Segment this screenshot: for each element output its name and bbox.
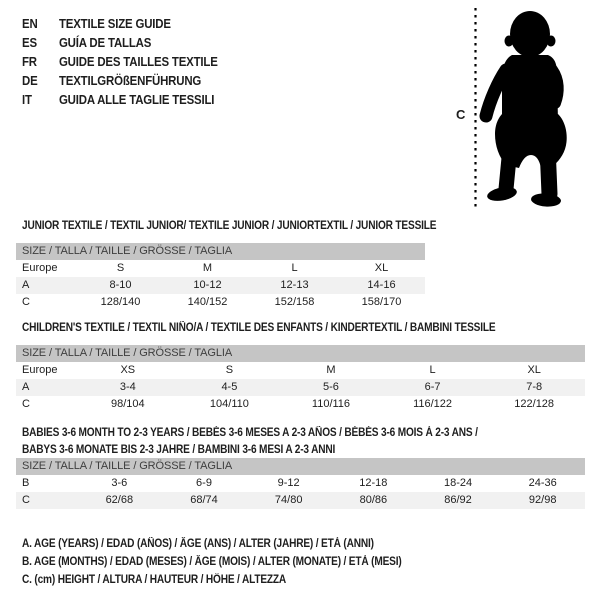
table-cell: S	[116, 262, 125, 274]
table-cell: 3-4	[119, 381, 136, 393]
table-cell: 122/128	[514, 398, 555, 410]
table-cell: 140/152	[187, 296, 228, 308]
table-row	[16, 294, 425, 311]
size-header-bar: SIZE / TALLA / TAILLE / GRÖSSE / TAGLIA	[16, 243, 425, 260]
lang-row-fr	[22, 52, 218, 71]
footnotes-block	[22, 535, 453, 589]
babies-table-title	[22, 425, 478, 459]
babies-table-title-line1: BABIES 3-6 MONTH TO 2-3 YEARS / BEBÉS 3-6 MESES A 2-3 AÑOS / BÉBÉS 3-6 MOIS À 2-3 ANS /	[22, 427, 478, 439]
lang-code: ES	[22, 35, 37, 50]
footnote-c: C. (cm) HEIGHT / ALTURA / HAUTEUR / HÖHE / ALTEZZA	[22, 574, 287, 586]
size-header-bar: SIZE / TALLA / TAILLE / GRÖSSE / TAGLIA	[16, 458, 585, 475]
lang-row-de	[22, 71, 218, 90]
table-cell: 14-16	[367, 279, 396, 291]
table-cell: 92/98	[528, 494, 557, 506]
table-cell: 5-6	[323, 381, 339, 393]
row-label: A	[22, 381, 30, 393]
table-cell: M	[202, 262, 213, 274]
lang-label: GUIDE DES TAILLES TEXTILE	[58, 54, 218, 69]
row-label: A	[22, 279, 30, 291]
table-cell: 98/104	[110, 398, 145, 410]
table-cell: 4-5	[221, 381, 238, 393]
junior-table-title: JUNIOR TEXTILE / TEXTIL JUNIOR/ TEXTILE JUNIOR / JUNIORTEXTIL / JUNIOR TESSILE	[22, 220, 437, 232]
lang-code: IT	[22, 92, 32, 107]
lang-row-es	[22, 33, 218, 52]
table-cell: 86/92	[444, 494, 472, 506]
lang-label: TEXTILGRÖßENFÜHRUNG	[58, 73, 202, 88]
table-cell: 24-36	[528, 477, 557, 489]
figure-height-label: C	[456, 107, 466, 122]
footnote-b: B. AGE (MONTHS) / EDAD (MESES) / ÂGE (MOIS) / ALTER (MONATE) / ETÀ (MESI)	[22, 556, 402, 568]
table-cell: 104/110	[209, 398, 249, 410]
babies-table-title-line2: BABYS 3-6 MONATE BIS 2-3 JAHRE / BAMBINI 3-6 MESI A 2-3 ANNI	[22, 444, 336, 456]
table-cell: S	[225, 364, 234, 376]
table-cell: 6-9	[196, 477, 212, 489]
row-label: B	[22, 477, 30, 489]
row-label: C	[22, 398, 30, 410]
table-row	[16, 396, 585, 413]
babies-size-table	[16, 458, 585, 509]
table-row	[16, 379, 585, 396]
size-header-bar: SIZE / TALLA / TAILLE / GRÖSSE / TAGLIA	[16, 345, 585, 362]
table-cell: 74/80	[274, 494, 303, 506]
row-label: C	[22, 494, 30, 506]
row-label: Europe	[22, 364, 58, 376]
table-cell: 152/158	[274, 296, 315, 308]
footnote-a: A. AGE (YEARS) / EDAD (AÑOS) / ÂGE (ANS) / ALTER (JAHRE) / ETÀ (ANNI)	[22, 538, 374, 550]
table-cell: 8-10	[109, 279, 132, 291]
row-label: Europe	[22, 262, 58, 274]
lang-row-en	[22, 14, 218, 33]
table-cell: XL	[374, 262, 389, 274]
language-title-block	[22, 14, 244, 109]
table-row	[16, 475, 585, 492]
lang-row-it	[22, 90, 218, 109]
lang-label: TEXTILE SIZE GUIDE	[58, 16, 171, 31]
table-cell: 18-24	[443, 477, 473, 489]
table-cell: 80/86	[359, 494, 388, 506]
table-row	[16, 260, 425, 277]
table-row	[16, 362, 585, 379]
table-row	[16, 492, 585, 509]
row-label: C	[22, 296, 30, 308]
lang-code: FR	[22, 54, 37, 69]
lang-code: EN	[22, 16, 38, 31]
lang-code: DE	[22, 73, 38, 88]
lang-label: GUÍA DE TALLAS	[58, 35, 152, 50]
junior-size-table	[16, 243, 425, 311]
table-cell: 9-12	[277, 477, 300, 489]
table-cell: 12-18	[359, 477, 388, 489]
table-cell: 110/116	[311, 398, 351, 410]
table-cell: L	[291, 262, 298, 274]
table-cell: XL	[527, 364, 541, 376]
table-cell: L	[429, 364, 436, 376]
table-row	[16, 277, 425, 294]
toddler-body	[486, 11, 567, 208]
table-cell: 3-6	[111, 477, 128, 489]
table-cell: 62/68	[105, 494, 134, 506]
table-cell: 128/140	[100, 296, 141, 308]
table-cell: M	[326, 364, 336, 376]
table-cell: XS	[120, 364, 136, 376]
table-cell: 10-12	[193, 279, 222, 291]
table-cell: 68/74	[190, 494, 218, 506]
table-cell: 158/170	[361, 296, 402, 308]
children-size-table	[16, 345, 585, 413]
table-cell: 7-8	[526, 381, 543, 393]
table-cell: 6-7	[424, 381, 441, 393]
lang-label: GUIDA ALLE TAGLIE TESSILI	[58, 92, 215, 107]
table-cell: 116/122	[413, 398, 453, 410]
children-table-title: CHILDREN'S TEXTILE / TEXTIL NIÑO/A / TEXTILE DES ENFANTS / KINDERTEXTIL / BAMBINI TESSILE	[22, 322, 496, 334]
table-cell: 12-13	[280, 279, 309, 291]
